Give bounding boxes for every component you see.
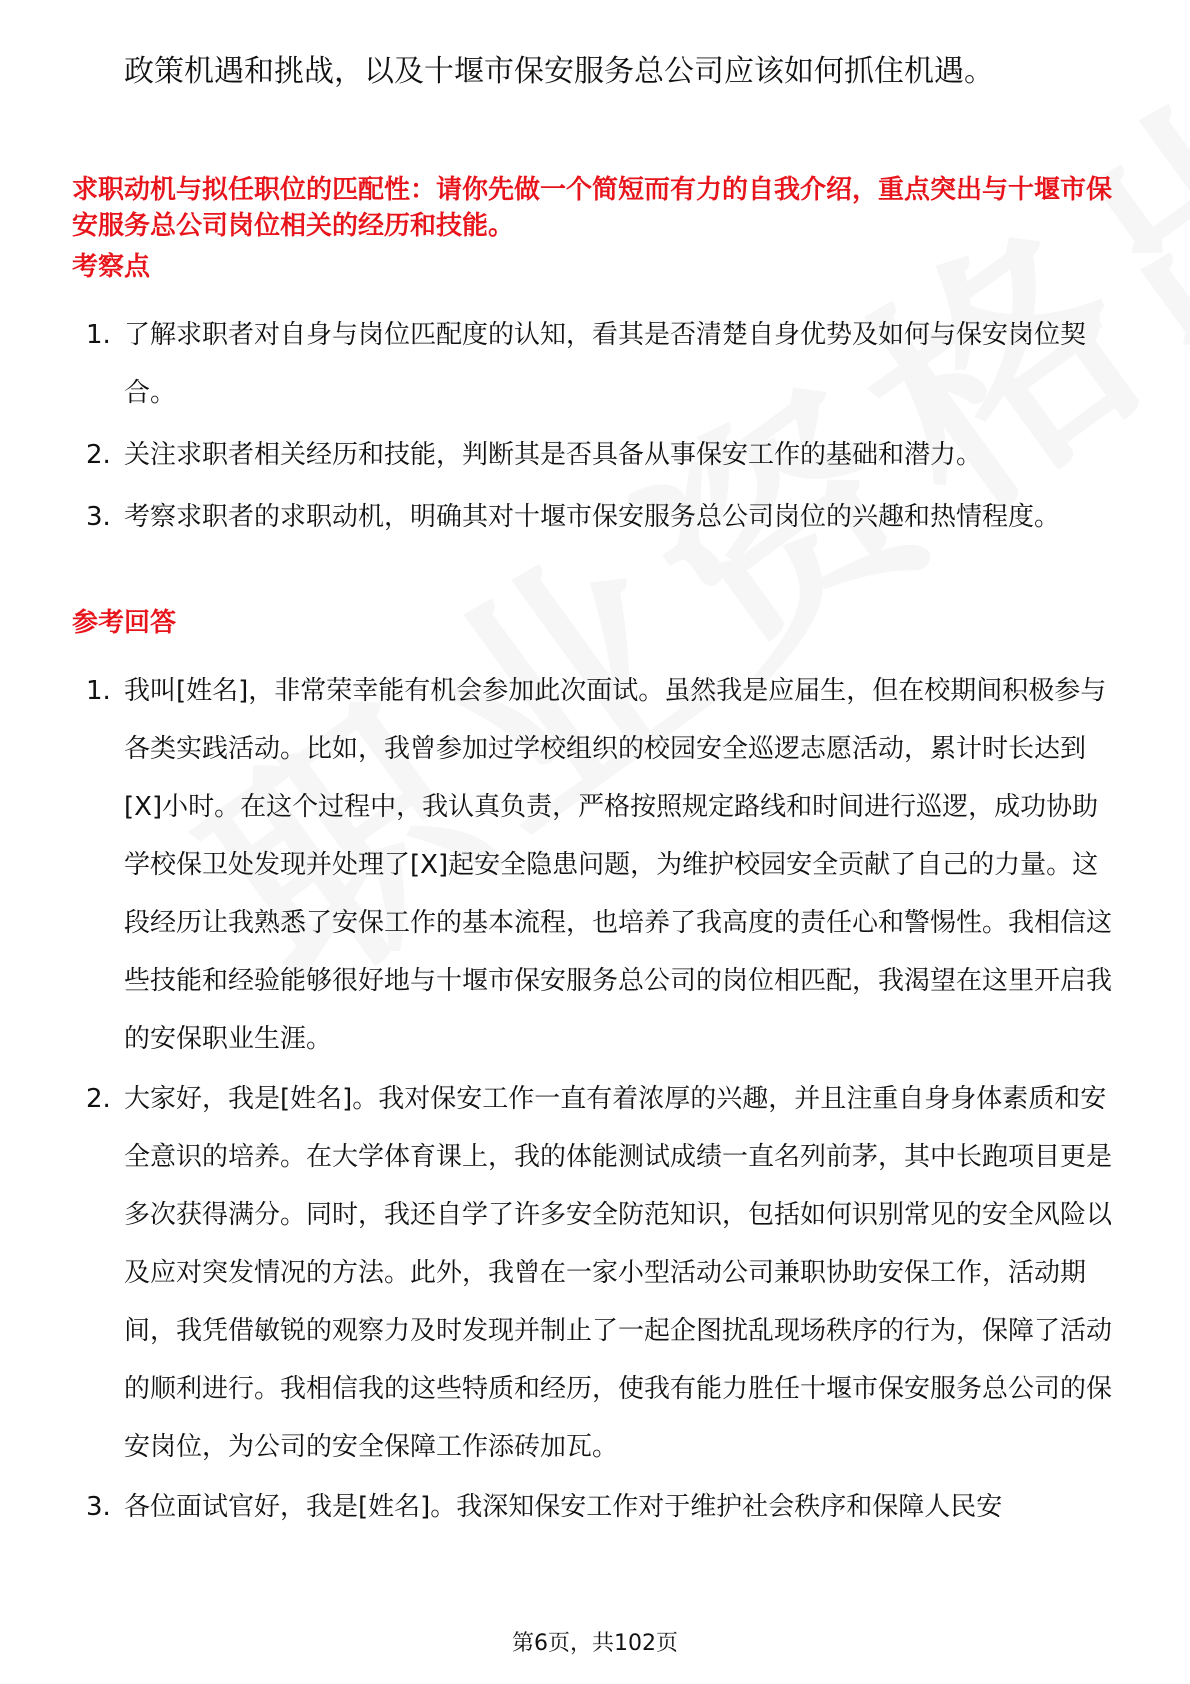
list-item [0,306,1114,422]
section-heading-cankao: 参考回答 [72,608,177,638]
list-item-text: 大家好，我是[姓名]。我对保安工作一直有着浓厚的兴趣，并且注重自身身体素质和安全意识的培养。在大学体育课上，我的体能测试成绩一直名列前茅，其中长跑项目更是多次获得满分。同时，我还自学了许多安全防范知识，包括如何识别常见的安全风险以及应对突发情况的方法。此外，我曾在一家小型活动公司兼职协助安保工作，活动期间，我凭借敏锐的观察力及时发现并制止了一起企图扰乱现场秩序的行为，保障了活动的顺利进行。我相信我的这些特质和经历，使我有能力胜任十堰市保安服务总公司的保安岗位，为公司的安全保障工作添砖加瓦。 [124,1084,1113,1462]
list-item [0,1478,1114,1536]
list-item-text: 了解求职者对自身与岗位匹配度的认知，看其是否清楚自身优势及如何与保安岗位契合。 [124,320,1087,408]
list-item-text: 各位面试官好，我是[姓名]。我深知保安工作对于维护社会秩序和保障人民安 [124,1492,1003,1522]
page-footer: 第6页，共102页 [512,1631,678,1656]
list-item [0,662,1114,1068]
question-heading: 求职动机与拟任职位的匹配性：请你先做一个简短而有力的自我介绍，重点突出与十堰市保安服务总公司岗位相关的经历和技能。 [72,175,1113,241]
list-item [0,426,1114,484]
section-heading-kaochadian: 考察点 [72,252,151,282]
list-item-text: 关注求职者相关经历和技能，判断其是否具备从事保安工作的基础和潜力。 [124,440,983,470]
answer-list [0,662,1190,1538]
list-item-number: 3. [86,1492,111,1522]
list-item [0,1070,1114,1476]
list-item-text: 我叫[姓名]，非常荣幸能有机会参加此次面试。虽然我是应届生，但在校期间积极参与各类实践活动。比如，我曾参加过学校组织的校园安全巡逻志愿活动，累计时长达到[X]小时。在这个过程中，我认真负责，严格按照规定路线和时间进行巡逻，成功协助学校保卫处发现并处理了[X]起安全隐患问题，为维护校园安全贡献了自己的力量。这段经历让我熟悉了安保工作的基本流程，也培养了我高度的责任心和警惕性。我相信这些技能和经验能够很好地与十堰市保安服务总公司的岗位相匹配，我渴望在这里开启我的安保职业生涯。 [124,676,1113,1054]
list-item-text: 考察求职者的求职动机，明确其对十堰市保安服务总公司岗位的兴趣和热情程度。 [124,502,1061,532]
list-item-number: 1. [86,320,111,350]
list-item-number: 2. [86,440,111,470]
intro-paragraph: 政策机遇和挑战，以及十堰市保安服务总公司应该如何抓住机遇。 [124,54,994,89]
list-item-number: 2. [86,1084,111,1114]
list-item-number: 3. [86,502,111,532]
list-item-number: 1. [86,676,111,706]
kaochadian-list [0,306,1190,550]
list-item [0,488,1114,546]
